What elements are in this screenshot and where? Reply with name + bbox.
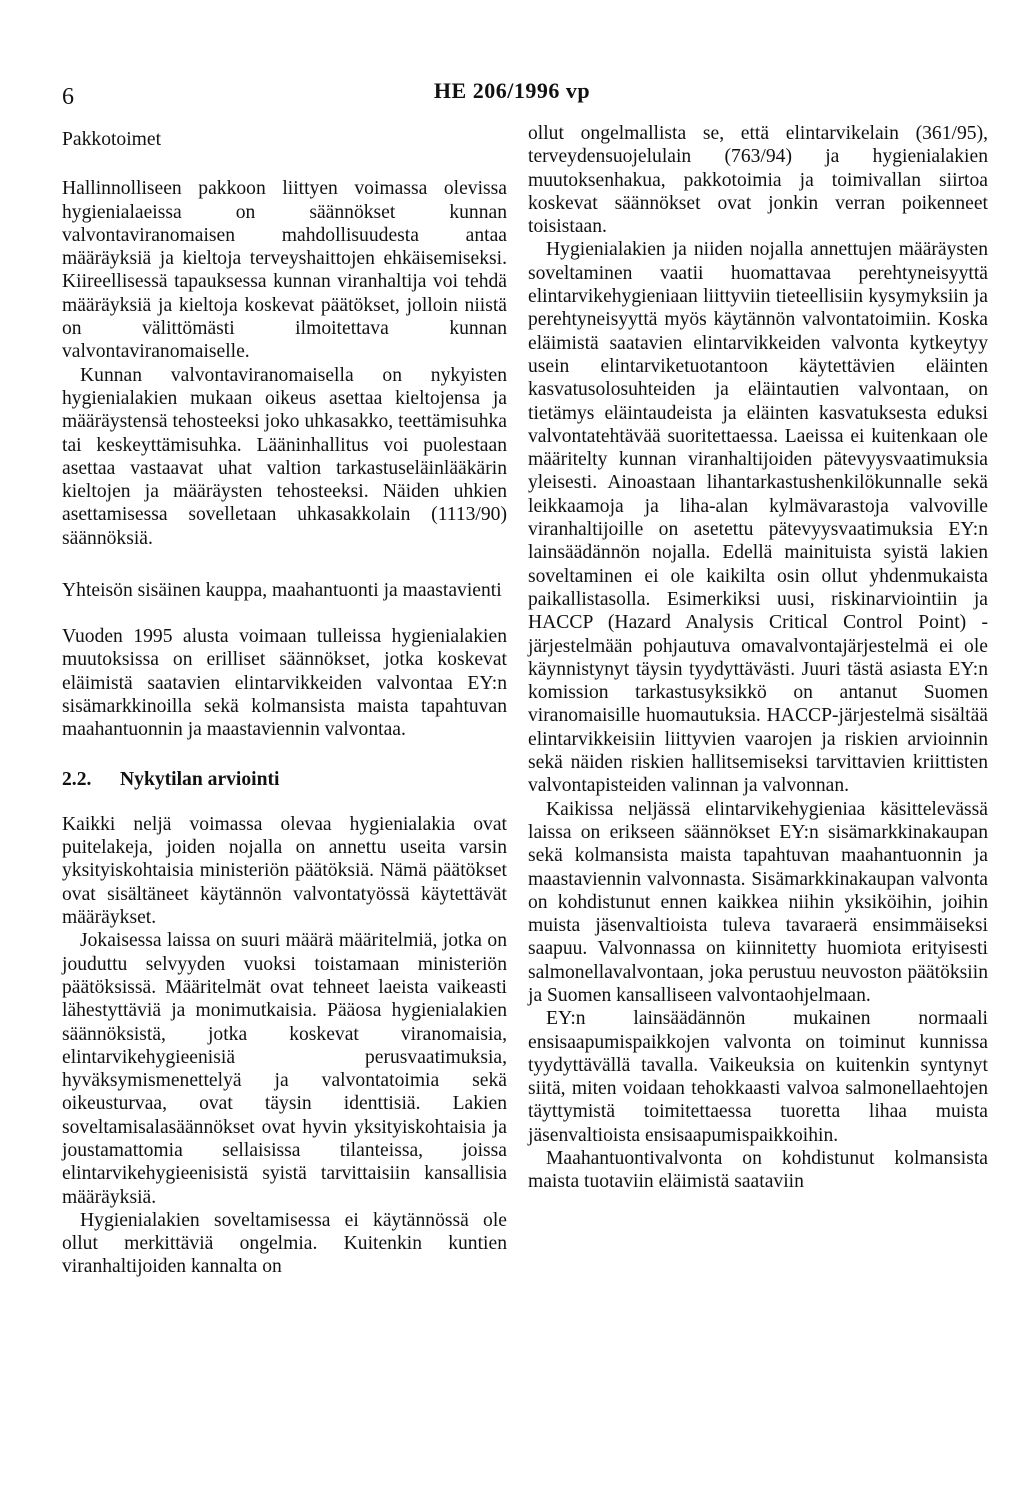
paragraph: Kaikissa neljässä elintarvikehygieniaa käsittelevässä laissa on erikseen säännökset EY:n sisämarkkinakaupan sekä kolmansista maista tapahtuvan maahantuonnin ja maastaviennin valvonnasta. Sisämarkkinakaupan valvonta on kohdistunut ennen kaikkea niihin yksiköihin, joihin muista jäsenvaltioista tuleva tavaraerä ensimmäiseksi saapuu. Valvonnassa on kiinnitetty huomiota erityisesti salmonellavalvontaan, joka perustuu neuvoston päätöksiin ja Suomen kansalliseen valvontaohjelmaan. [528, 798, 988, 1006]
section-title-pakkotoimet: Pakkotoimet [62, 129, 162, 150]
right-column [528, 122, 988, 1194]
section-heading-title: Nykytilan arviointi [120, 768, 280, 790]
paragraph: Maahantuontivalvonta on kohdistunut kolmansista maista tuotaviin eläimistä saataviin [528, 1148, 988, 1193]
paragraph: Hygienialakien ja niiden nojalla annettujen määräysten soveltaminen vaatii huomattavaa perehtyneisyyttä elintarvikehygieniaan liittyviin tieteellisiin kysymyksiin ja perehtyneisyyttä myös käytännön valvontatoimiin. Koska eläimistä saatavien elintarvikkeiden valvonta kytkeytyy usein elintarviketuotantoon käytettävien eläinten kasvatusolosuhteiden ja eläintautien valvontaan, on tietämys eläintaudeista ja eläinten kasvatuksesta eduksi valvontatehtävää suoritettaessa. Laeissa ei kuitenkaan ole määritelty kunnan viranhaltijoiden pätevyysvaatimuksia yleisesti. Ainoastaan lihantarkastushenkilökunnalle sekä leikkaamoja ja liha-alan kylmävarastoja valvoville viranhaltijoille on asetettu pätevyysvaatimuksia EY:n lainsäädännön nojalla. Edellä mainituista syistä lakien soveltaminen ei ole kaikilta osin ollut yhdenmukaista paikallistasolla. Esimerkiksi uusi, riskinarviointiin ja HACCP (Hazard Analysis Critical Control Point) -järjestelmään pohjautuva omavalvontajärjestelmä ei ole käynnistynyt täysin tyydyttävästi. Juuri tästä asiasta EY:n komission tarkastusyksikkö on antanut Suomen viranomaisille huomautuksia. HACCP-järjestelmä sisältää elintarvikkeisiin liittyvien vaarojen ja riskien arvioinnin sekä näiden riskien hallitsemiseksi tarvittavien kriittisten valvontapisteiden valinnan ja valvonnan. [528, 239, 988, 797]
paragraph: ollut ongelmallista se, että elintarvikelain (361/95), terveydensuojelulain (763/94) ja hygienialakien muutoksenhakua, pakkotoimia ja toimivallan siirtoa koskevat säännökset ovat jonkin verran poikenneet toisistaan. [528, 123, 988, 238]
paragraph: Vuoden 1995 alusta voimaan tulleissa hygienialakien muutoksissa on erilliset säännökset, jotka koskevat eläimistä saatavien elintarvikkeiden valvontaa EY:n sisämarkkinoilla sekä kolmansista maista tapahtuvan maahantuonnin ja maastaviennin valvontaa. [62, 626, 507, 741]
paragraph: EY:n lainsäädännön mukainen normaali ensisaapumispaikkojen valvonta on toiminut kunnissa tyydyttävällä tavalla. Vaikeuksia on kuitenkin syntynyt siitä, miten voidaan tehokkaasti valvoa salmonellaehtojen täyttymistä toimitettaessa tuoretta lihaa muista jäsenvaltioista ensisaapumispaikkoihin. [528, 1008, 988, 1146]
page-number: 6 [62, 84, 74, 110]
subsection-title: Yhteisön sisäinen kauppa, maahantuonti ja maastavienti [62, 580, 502, 602]
section-heading [62, 768, 507, 791]
paragraph: Hygienialakien soveltamisessa ei käytännössä ole ollut merkittäviä ongelmia. Kuitenkin kuntien viranhaltijoiden kannalta on [62, 1209, 507, 1278]
left-column [62, 128, 507, 1279]
paragraph: Jokaisessa laissa on suuri määrä määritelmiä, jotka on jouduttu selvyyden vuoksi toistamaan ministeriön päätöksissä. Määritelmät ovat tehneet laeista vaikeasti lähestyttäviä ja monimutkaisia. Pääosa hygienialakien säännöksistä, jotka koskevat viranomaisia, elintarvikehygieenisiä perusvaatimuksia, hyväksymismenettelyä ja valvontatoimia sekä oikeusturvaa, ovat täysin identtisiä. Lakien soveltamisalasäännökset ovat hyvin yksityiskohtaisia ja joustamattomia sellaisissa tilanteissa, joissa elintarvikehygieenisistä syistä tarvittaisiin kansallisia määräyksiä. [62, 930, 507, 1208]
page-header: HE 206/1996 vp [433, 78, 591, 103]
section-heading-number: 2.2. [62, 768, 92, 790]
paragraph: Hallinnolliseen pakkoon liittyen voimassa olevissa hygienialaeissa on säännökset kunnan valvontaviranomaisen mahdollisuudesta antaa määräyksiä ja kieltoja terveyshaittojen ehkäisemiseksi. Kiireellisessä tapauksessa kunnan viranhaltija voi tehdä määräyksiä ja kieltoja koskevat päätökset, jolloin niistä on välittömästi ilmoitettava kunnan valvontaviranomaiselle. [62, 178, 507, 363]
paragraph: Kaikki neljä voimassa olevaa hygienialakia ovat puitelakeja, joiden nojalla on annettu useita varsin yksityiskohtaisia ministeriön päätöksiä. Nämä päätökset ovat sisältäneet käytännön valvontatyössä käytettävät määräykset. [62, 813, 507, 929]
paragraph: Kunnan valvontaviranomaisella on nykyisten hygienialakien mukaan oikeus asettaa kieltojensa ja määräystensä tehosteeksi joko uhkasakko, teettämisuhka tai keskeyttämisuhka. Lääninhallitus voi puolestaan asettaa vastaavat uhat valtion tarkastuseläinlääkärin kieltojen ja määräysten tehosteeksi. Näiden uhkien asettamisessa sovelletaan uhkasakkolain (1113/90) säännöksiä. [62, 364, 507, 549]
